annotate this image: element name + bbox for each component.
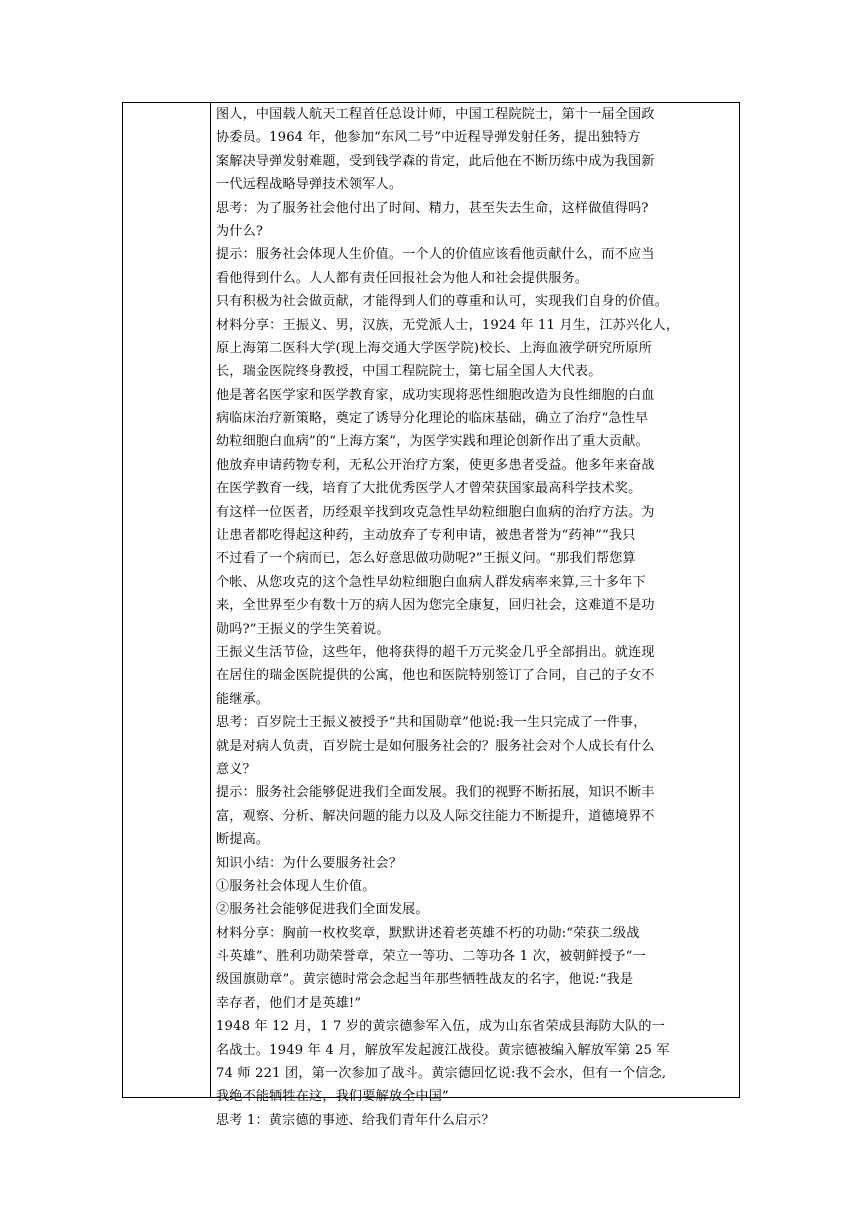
text-line: 原上海第二医科大学(现上海交通大学医学院)校长、上海血液学研究所原所 [216,340,653,356]
text-line: 材料分享：胸前一枚枚奖章，默默讲述着老英雄不朽的功勋:“荣获二级战 [216,925,640,941]
text-line: 他放弃申请药物专利，无私公开治疗方案，使更多患者受益。他多年来奋战 [216,457,655,473]
text-line: 富，观察、分析、解决问题的能力以及人际交往能力不断提升，道德境界不 [216,808,655,824]
text-line: 思考：为了服务社会他付出了时间、精力，甚至失去生命，这样做值得吗? [216,200,649,216]
text-line: 为什么? [216,223,264,239]
text-line: 斗英雄”、胜利功勋荣誉章，荣立一等功、二等功各 1 次，被朝鲜授予“一 [216,949,646,965]
left-column-cell [123,103,211,1097]
text-line: 一代远程战略导弹技术领军人。 [216,177,403,193]
text-line: 思考：百岁院士王振义被授予“共和国勋章”他说:我一生只完成了一件事， [216,715,647,731]
lesson-table [122,102,740,1128]
text-line: 我绝不能牺牲在这，我们要解放全中国” [216,1089,449,1105]
text-line: 病临床治疗新策略，奠定了诱导分化理论的临床基础，确立了治疗“急性早 [216,411,649,427]
text-line: 协委员。1964 年，他参加“东风二号”中近程导弹发射任务，提出独特方 [216,130,641,146]
text-line: 材料分享：王振义、男，汉族，无党派人士，1924 年 11 月生，江苏兴化人， [216,317,680,333]
text-line: 看他得到什么。人人都有责任回报社会为他人和社会提供服务。 [216,270,589,286]
text-line: 断提高。 [216,832,270,848]
text-line: 只有积极为社会做贡献，才能得到人们的尊重和认可，实现我们自身的价值。 [216,294,668,310]
text-line: 让患者都吃得起这种药，主动放弃了专利申请，被患者誉为“药神”“我只 [216,528,636,544]
text-line: 来，全世界至少有数十万的病人因为您完全康复，回归社会，这难道不是功 [216,598,655,614]
text-line: 知识小结：为什么要服务社会？ [216,855,403,871]
text-line: 勋吗?”王振义的学生笑着说。 [216,621,390,637]
text-line: 有这样一位医者，历经艰辛找到攻克急性早幼粒细胞白血病的治疗方法。为 [216,504,655,520]
text-line: 思考 1：黄宗德的事迹、给我们青年什么启示？ [216,1112,495,1128]
text-line: 级国旗勋章”。黄宗德时常会念起当年那些牺牲战友的名字，他说:“我是 [216,972,634,988]
text-line: 提示：服务社会能够促进我们全面发展。我们的视野不断拓展，知识不断丰 [216,785,655,801]
text-line: 能继承。 [216,691,270,707]
text-line: 长，瑞金医院终身教授，中国工程院院士，第七届全国人大代表。 [216,364,602,380]
content-cell [211,103,739,1128]
text-line: ①服务社会体现人生价值。 [216,878,376,894]
text-line: 幼粒细胞白血病”的“上海方案”，为医学实践和理论创新作出了重大贡献。 [216,434,649,450]
text-line: 1948 年 12 月，1 7 岁的黄宗德参军入伍，成为山东省荣成县海防大队的一 [216,1019,665,1035]
text-line: 意义？ [216,761,256,777]
text-line: 在居住的瑞金医院提供的公寓，他也和医院特别签订了合同，自己的子女不 [216,668,655,684]
text-line: 名战士。1949 年 4 月，解放军发起渡江战役。黄宗德被编入解放军第 25 军 [216,1042,670,1058]
text-line: 幸存者，他们才是英雄!” [216,995,362,1011]
text-line: 74 师 221 团，第一次参加了战斗。黄宗德回忆说:我不会水，但有一个信念, [216,1066,667,1082]
text-line: ②服务社会能够促进我们全面发展。 [216,902,429,918]
text-line: 提示：服务社会体现人生价值。一个人的价值应该看他贡献什么，而不应当 [216,247,655,263]
text-line: 不过看了一个病而已，怎么好意思做功勋呢?”王振义问。“那我们帮您算 [216,551,636,567]
text-line: 图人，中国载人航天工程首任总设计师，中国工程院院士，第十一届全国政 [216,107,655,122]
text-line: 个帐、从您攻克的这个急性早幼粒细胞白血病人群发病率来算,三十多年下 [216,574,646,590]
text-line: 在医学教育一线，培育了大批优秀医学人才曾荣获国家最高科学技术奖。 [216,481,642,497]
text-line: 案解决导弹发射难题，受到钱学森的肯定，此后他在不断历练中成为我国新 [216,153,655,169]
text-line: 就是对病人负责，百岁院士是如何服务社会的？服务社会对个人成长有什么 [216,738,655,754]
text-line: 王振义生活节俭，这些年，他将获得的超千万元奖金几乎全部捐出。就连现 [216,644,655,660]
text-line: 他是著名医学家和医学教育家，成功实现将恶性细胞改造为良性细胞的白血 [216,387,655,403]
